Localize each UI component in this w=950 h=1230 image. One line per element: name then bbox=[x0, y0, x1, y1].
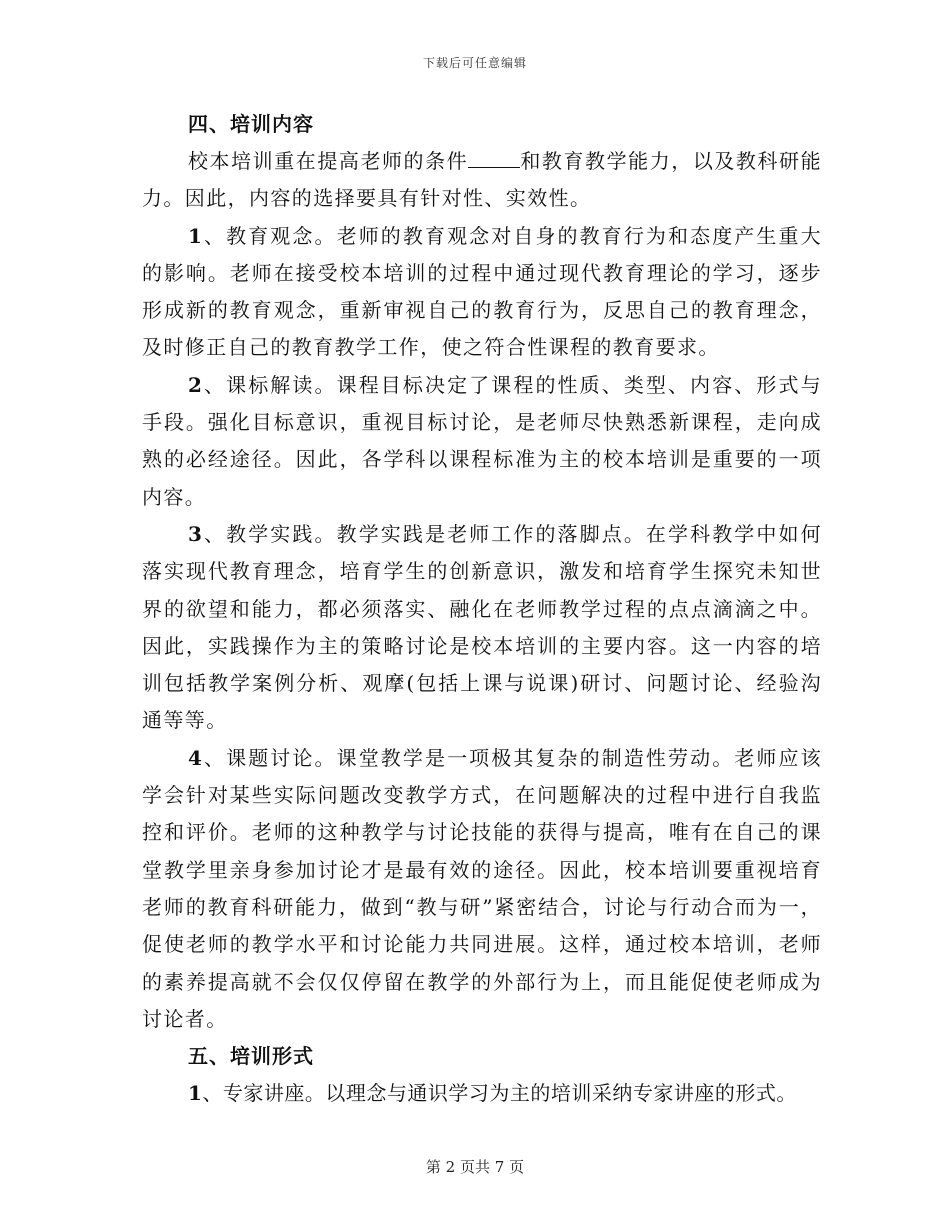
item-text: 、教学实践。教学实践是老师工作的落脚点。在学科教学中如何落实现代教育理念，培育学生的创新意识，激发和培育学生探究未知世界的欲望和能力，都必须落实、融化在老师教学过程的点点滴滴之中。因此，实践操作为主的策略讨论是校本培训的主要内容。这一内容的培训包括教学案例分析、观摩(包括上课与说课)研讨、问题讨论、经验沟通等等。 bbox=[142, 521, 822, 733]
item-number: 1 bbox=[188, 1081, 203, 1106]
content-item-1 bbox=[142, 218, 822, 367]
section-four-intro bbox=[142, 143, 822, 218]
document-body bbox=[142, 106, 822, 1112]
item-text: 、专家讲座。以理念与通识学习为主的培训采纳专家讲座的形式。 bbox=[202, 1081, 797, 1106]
content-item-4 bbox=[142, 740, 822, 1038]
content-item-3 bbox=[142, 516, 822, 740]
page-number-footer: 第 2 页共 7 页 bbox=[425, 1158, 525, 1176]
item-number: 4 bbox=[188, 745, 204, 770]
content-item-2 bbox=[142, 367, 822, 516]
header-note: 下载后可任意编辑 bbox=[422, 56, 527, 70]
item-text: 、课题讨论。课堂教学是一项极其复杂的制造性劳动。老师应该学会针对某些实际问题改变教学方式，在问题解决的过程中进行自我监控和评价。老师的这种教学与讨论技能的获得与提高，唯有在自己的课堂教学里亲身参加讨论才是最有效的途径。因此，校本培训要重视培育老师的教育科研能力，做到“教与研”紧密结合，讨论与行动合而为一，促使老师的教学水平和讨论能力共同进展。这样，通过校本培训，老师的素养提高就不会仅仅停留在教学的外部行为上，而且能促使老师成为讨论者。 bbox=[142, 745, 822, 1031]
intro-text-after-blank: 和教育教学能力，以及教科研能力。因此，内容的选择要具有针对性、实效性。 bbox=[142, 149, 822, 211]
item-text: 、教育观念。老师的教育观念对自身的教育行为和态度产生重大的影响。老师在接受校本培训的过程中通过现代教育理论的学习，逐步形成新的教育观念，重新审视自己的教育行为，反思自己的教育理念，及时修正自己的教育教学工作，使之符合性课程的教育要求。 bbox=[142, 223, 822, 360]
item-number: 3 bbox=[188, 521, 204, 546]
item-number: 1 bbox=[188, 223, 204, 248]
item-number: 2 bbox=[188, 372, 204, 397]
form-item-1 bbox=[142, 1075, 822, 1112]
item-text: 、课标解读。课程目标决定了课程的性质、类型、内容、形式与手段。强化目标意识，重视目标讨论，是老师尽快熟悉新课程，走向成熟的必经途径。因此，各学科以课程标准为主的校本培训是重要的一项内容。 bbox=[142, 372, 822, 509]
section-heading-four: 四、培训内容 bbox=[188, 112, 314, 136]
section-heading-five: 五、培训形式 bbox=[188, 1044, 314, 1069]
intro-text-before-blank: 校本培训重在提高老师的条件 bbox=[188, 149, 469, 173]
fill-in-blank bbox=[468, 151, 520, 168]
